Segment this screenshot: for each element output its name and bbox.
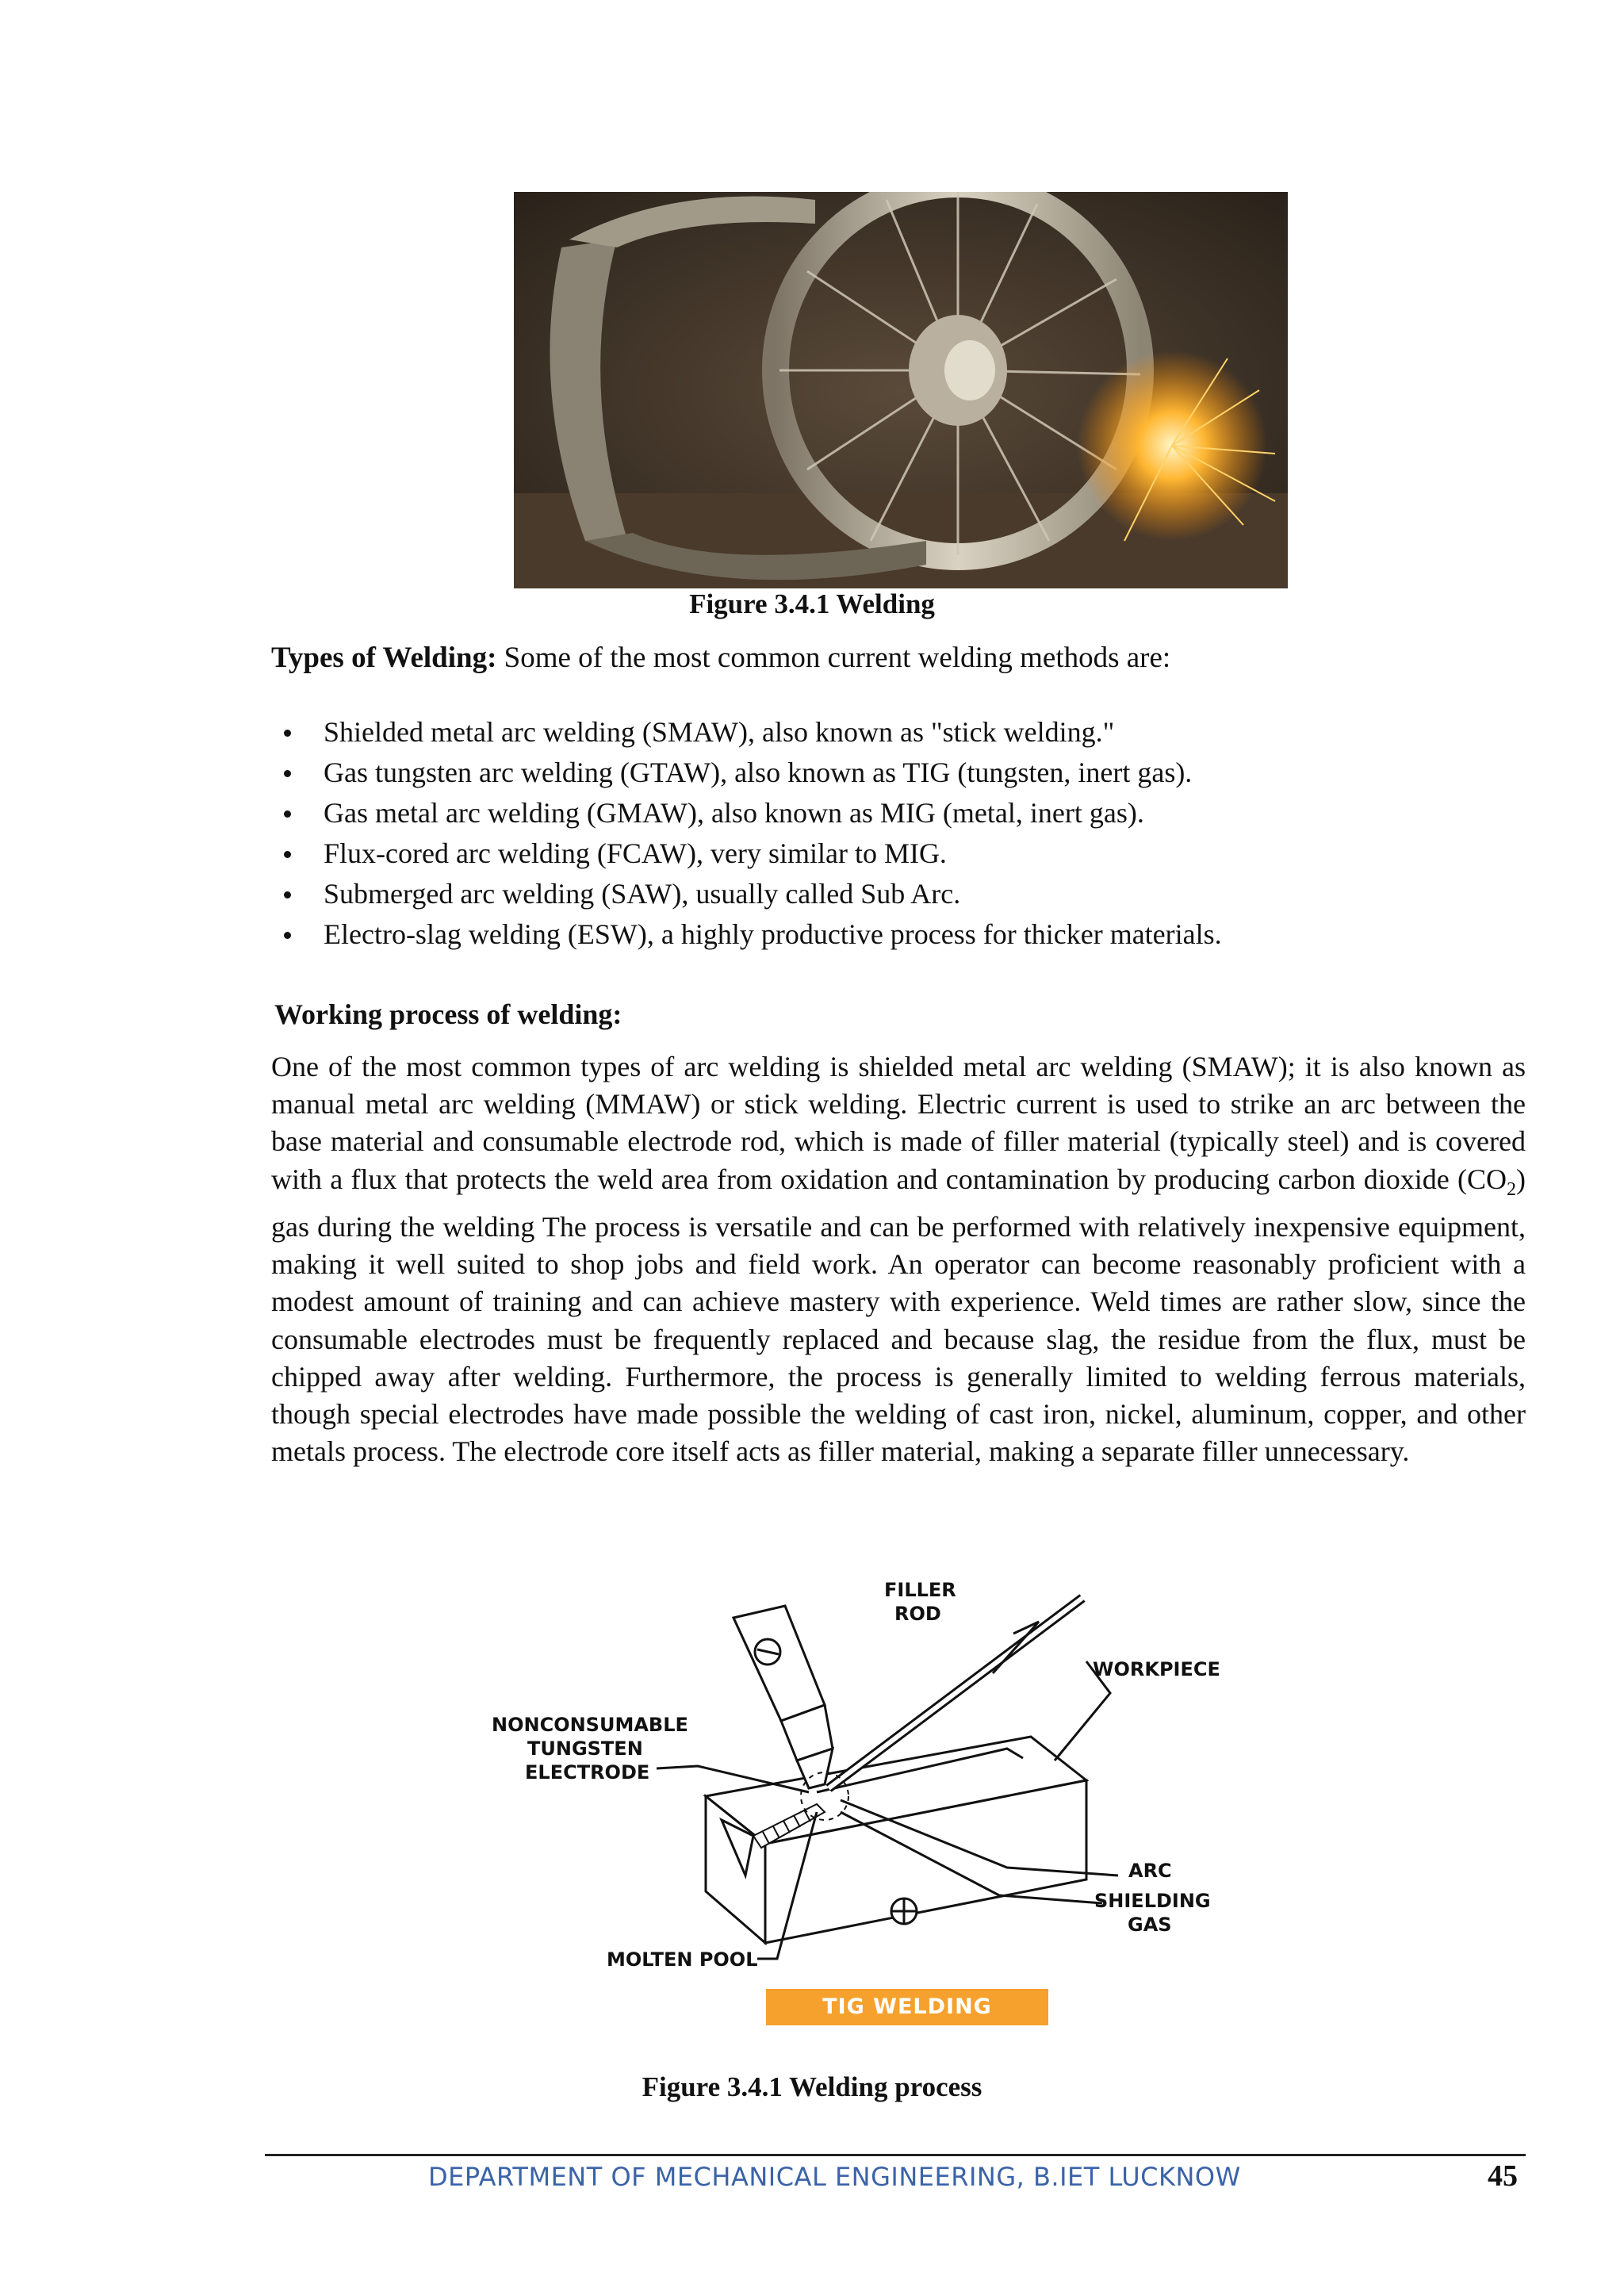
list-item: Flux-cored arc welding (FCAW), very similar to MIG. [271,833,1222,874]
tig-welding-diagram [484,1574,1245,2018]
paragraph-part-1: One of the most common types of arc welding is shielded metal arc welding (SMAW); it is also known as manual metal arc welding (MMAW) or stick welding. Electric current is used to strike an arc between the base material and consumable electrode rod, which is made of filler material (typically steel) and is covered with a flux that protects the weld area from oxidation and contamination by producing carbon dioxide (CO [271,1051,1526,1195]
tig-process-label: TIG WELDING PROCESS [766,1989,1048,2025]
page-number: 45 [1488,2159,1518,2193]
label-shielding: SHIELDING [1094,1890,1211,1912]
figure-caption-welding-process: Figure 3.4.1 Welding process [642,2071,982,2102]
label-arc: ARC [1128,1860,1172,1882]
working-process-heading: Working process of welding: [274,998,622,1030]
types-heading-line [271,641,1170,675]
types-intro-text: Some of the most common current welding methods are: [496,642,1171,674]
label-gas: GAS [1128,1914,1172,1936]
paragraph-part-2: ) gas during the welding The process is versatile and can be performed with relatively inexpensive equipment, making it well suited to shop jobs and field work. An operator can become reasonably proficient with a modest amount of training and can achieve mastery with experience. Weld times are rather slow, since the consumable electrodes must be frequently replaced and because slag, the residue from the flux, must be chipped away after welding. Furthermore, the process is generally limited to welding ferrous materials, though special electrodes have made possible the welding of cast iron, nickel, aluminum, copper, and other metals process. The electrode core itself acts as filler material, making a separate filler unnecessary. [271,1163,1526,1468]
welding-methods-list [271,712,1222,955]
footer-department: DEPARTMENT OF MECHANICAL ENGINEERING, B.IET LUCKNOW [428,2162,1241,2192]
list-item: Shielded metal arc welding (SMAW), also known as "stick welding." [271,712,1222,753]
label-nonconsumable: NONCONSUMABLE [492,1714,688,1736]
welding-wheel-photo [514,192,1288,588]
label-molten-pool: MOLTEN POOL [607,1948,758,1971]
negative-terminal-icon [755,1639,780,1665]
label-electrode: ELECTRODE [525,1761,650,1784]
co2-subscript: 2 [1507,1178,1516,1200]
list-item: Gas metal arc welding (GMAW), also known as MIG (metal, inert gas). [271,793,1222,833]
positive-terminal-icon [891,1898,917,1924]
working-process-paragraph [271,1048,1526,1470]
label-tungsten: TUNGSTEN [527,1738,643,1760]
label-filler: FILLER [884,1579,956,1601]
types-of-welding-heading: Types of Welding: [271,642,497,674]
footer-divider [265,2154,1526,2156]
list-item: Gas tungsten arc welding (GTAW), also known as TIG (tungsten, inert gas). [271,753,1222,793]
list-item: Electro-slag welding (ESW), a highly productive process for thicker materials. [271,914,1222,955]
tig-torch [733,1606,833,1788]
list-item: Submerged arc welding (SAW), usually called Sub Arc. [271,874,1222,914]
figure-caption-welding: Figure 3.4.1 Welding [689,588,935,619]
label-rod: ROD [894,1603,941,1625]
label-workpiece: WORKPIECE [1093,1658,1220,1680]
